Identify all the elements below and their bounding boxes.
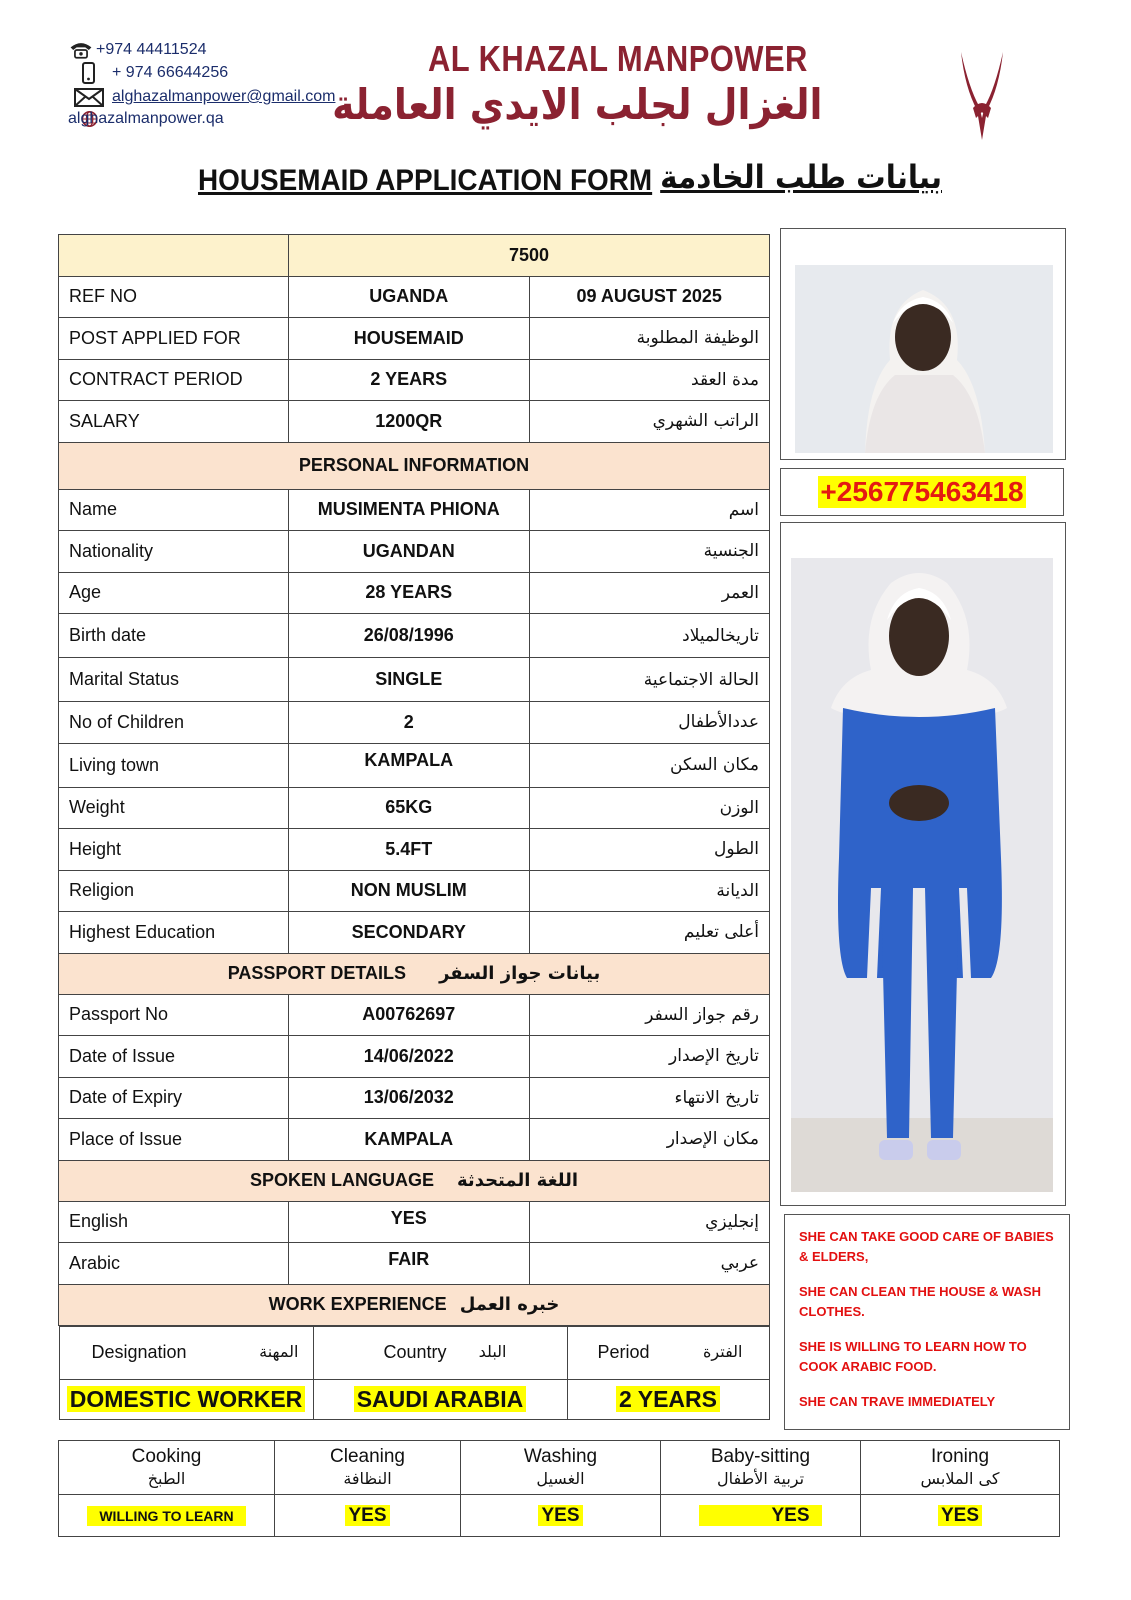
post-label-ar: الوظيفة المطلوبة: [529, 318, 770, 360]
contact-website[interactable]: [68, 110, 224, 128]
row-value: 26/08/1996: [289, 614, 530, 658]
personal-info-heading: PERSONAL INFORMATION: [59, 442, 770, 489]
post-label: POST APPLIED FOR: [59, 318, 289, 360]
skills-table: [58, 1440, 1060, 1537]
row-label-ar: مكان الإصدار: [529, 1119, 770, 1161]
email-link[interactable]: alghazalmanpower@gmail.com: [112, 88, 336, 105]
skill-header: [861, 1441, 1060, 1495]
blank-cell: [59, 235, 289, 277]
contact-phone-1: +974 44411524: [68, 39, 206, 61]
row-label-ar: مكان السكن: [529, 743, 770, 787]
designation-value-cell: [59, 1379, 313, 1419]
company-name-en: AL KHAZAL MANPOWER: [428, 38, 808, 79]
contract-label-ar: مدة العقد: [529, 359, 770, 401]
country-value-cell: [313, 1379, 567, 1419]
table-row: [59, 912, 770, 954]
table-row: [59, 318, 770, 360]
skill-value: YES: [345, 1505, 389, 1526]
row-value: SECONDARY: [289, 912, 530, 954]
note-item: SHE CAN TAKE GOOD CARE OF BABIES & ELDERS,: [799, 1229, 1054, 1264]
contact-number-box: [780, 468, 1064, 516]
row-label-ar: اسم: [529, 489, 770, 531]
row-label-ar: رقم جواز السفر: [529, 994, 770, 1036]
period-label-ar: الفترة: [703, 1342, 743, 1361]
row-label-ar: الطول: [529, 829, 770, 871]
row-label-ar: أعلى تعليم: [529, 912, 770, 954]
row-label-ar: العمر: [529, 572, 770, 614]
table-row: [59, 401, 770, 443]
row-value: FAIR: [289, 1243, 530, 1285]
application-table: [58, 234, 770, 1420]
row-label: Date of Expiry: [59, 1077, 289, 1119]
table-row: [59, 235, 770, 277]
ref-date: 09 AUGUST 2025: [529, 276, 770, 318]
skill-label: Cleaning: [330, 1445, 405, 1467]
skill-value-cell: [275, 1495, 461, 1537]
ref-value: UGANDA: [289, 276, 530, 318]
skill-label-ar: تربية الأطفال: [716, 1468, 805, 1488]
skill-label-ar: الغسيل: [536, 1468, 585, 1488]
skill-value: YES: [938, 1505, 982, 1526]
skill-value: WILLING TO LEARN: [87, 1506, 245, 1526]
table-row: [59, 572, 770, 614]
contract-label: CONTRACT PERIOD: [59, 359, 289, 401]
row-label: Arabic: [59, 1243, 289, 1285]
experience-heading: WORK EXPERIENCE: [268, 1294, 447, 1314]
language-heading-cell: [59, 1160, 770, 1201]
passport-heading-ar: بيانات جواز السفر: [439, 963, 601, 984]
table-row: [59, 1201, 770, 1243]
row-label: Name: [59, 489, 289, 531]
row-label: Religion: [59, 870, 289, 912]
skill-value-cell: [661, 1495, 861, 1537]
row-label: Marital Status: [59, 658, 289, 702]
skills-header-row: [59, 1441, 1060, 1495]
salary-value: 1200QR: [289, 401, 530, 443]
row-label-ar: الحالة الاجتماعية: [529, 658, 770, 702]
section-header: [59, 442, 770, 489]
contract-value: 2 YEARS: [289, 359, 530, 401]
skill-label: Ironing: [930, 1445, 990, 1467]
table-row: [59, 359, 770, 401]
period-value: 2 YEARS: [616, 1386, 720, 1412]
application-code: 7500: [289, 235, 770, 277]
row-label-ar: تاريخ الإصدار: [529, 1036, 770, 1078]
full-body-photo: [791, 558, 1053, 1192]
phone-icon: [68, 39, 94, 61]
row-value: 13/06/2032: [289, 1077, 530, 1119]
experience-header-row: [59, 1326, 769, 1379]
skill-value: YES: [538, 1505, 582, 1526]
row-value: UGANDAN: [289, 531, 530, 573]
experience-table: [59, 1326, 770, 1420]
country-label: Country: [383, 1342, 447, 1362]
portrait-photo-frame: [780, 228, 1066, 460]
row-label: Age: [59, 572, 289, 614]
skill-value: YES: [699, 1505, 821, 1526]
table-row: [59, 531, 770, 573]
row-value: 28 YEARS: [289, 572, 530, 614]
gazelle-horns-logo: [955, 48, 1009, 144]
skill-label-ar: الطبخ: [147, 1468, 186, 1488]
table-row: [59, 1077, 770, 1119]
row-label: Place of Issue: [59, 1119, 289, 1161]
row-value: A00762697: [289, 994, 530, 1036]
row-label: Weight: [59, 787, 289, 829]
salary-label-ar: الراتب الشهري: [529, 401, 770, 443]
designation-label: Designation: [91, 1342, 187, 1362]
skill-label: Cooking: [131, 1445, 202, 1467]
post-value: HOUSEMAID: [289, 318, 530, 360]
table-row: [59, 994, 770, 1036]
contact-email[interactable]: [74, 86, 335, 108]
row-label-ar: تاريخ الانتهاء: [529, 1077, 770, 1119]
row-label-ar: عربي: [529, 1243, 770, 1285]
mobile-icon: [74, 62, 104, 84]
row-value: SINGLE: [289, 658, 530, 702]
country-header: [313, 1326, 567, 1379]
table-row: [59, 702, 770, 744]
experience-value-row: [59, 1379, 769, 1419]
skill-label: Baby-sitting: [710, 1445, 811, 1467]
company-name-ar: الغزال لجلب الايدي العاملة: [332, 80, 823, 129]
form-title: HOUSEMAID APPLICATION FORM: [198, 164, 653, 197]
row-value: 2: [289, 702, 530, 744]
row-value: KAMPALA: [289, 743, 530, 787]
skill-header: [661, 1441, 861, 1495]
skill-label-ar: النظافة: [343, 1468, 392, 1488]
contact-phone-2: + 974 66644256: [74, 62, 228, 84]
row-label-ar: إنجليزي: [529, 1201, 770, 1243]
experience-heading-cell: [59, 1284, 770, 1325]
table-row: [59, 1119, 770, 1161]
row-label: Date of Issue: [59, 1036, 289, 1078]
row-label: Passport No: [59, 994, 289, 1036]
period-header: [567, 1326, 769, 1379]
row-label: English: [59, 1201, 289, 1243]
period-value-cell: [567, 1379, 769, 1419]
country-label-ar: البلد: [478, 1342, 507, 1361]
table-row: [59, 658, 770, 702]
row-value: KAMPALA: [289, 1119, 530, 1161]
row-value: 14/06/2022: [289, 1036, 530, 1078]
notes-box: [784, 1214, 1070, 1430]
skill-header: [275, 1441, 461, 1495]
salary-label: SALARY: [59, 401, 289, 443]
table-row: [59, 1036, 770, 1078]
language-heading: SPOKEN LANGUAGE: [249, 1170, 434, 1190]
passport-heading-cell: [59, 953, 770, 994]
row-label: Nationality: [59, 531, 289, 573]
table-row: [59, 614, 770, 658]
website-text[interactable]: alghazalmanpower.qa: [68, 110, 224, 127]
row-value: 65KG: [289, 787, 530, 829]
table-row: [59, 1243, 770, 1285]
skills-value-row: [59, 1495, 1060, 1537]
ref-label: REF NO: [59, 276, 289, 318]
row-label: Living town: [59, 743, 289, 787]
section-header: [59, 1284, 770, 1325]
table-row: [59, 787, 770, 829]
envelope-icon: [74, 86, 104, 108]
row-label-ar: تاريخالميلاد: [529, 614, 770, 658]
row-value: 5.4FT: [289, 829, 530, 871]
skill-header: [59, 1441, 275, 1495]
skill-label: Washing: [523, 1445, 598, 1467]
country-value: SAUDI ARABIA: [354, 1386, 527, 1412]
skill-value-cell: [461, 1495, 661, 1537]
experience-heading-ar: خبره العمل: [459, 1294, 560, 1315]
note-item: SHE IS WILLING TO LEARN HOW TO COOK ARABIC FOOD.: [799, 1339, 1027, 1374]
table-row: [59, 276, 770, 318]
table-row: [59, 829, 770, 871]
section-header: [59, 953, 770, 994]
row-label-ar: الجنسية: [529, 531, 770, 573]
contact-number: +256775463418: [820, 476, 1024, 507]
passport-heading: PASSPORT DETAILS: [227, 963, 407, 983]
designation-value: DOMESTIC WORKER: [67, 1386, 306, 1412]
row-label-ar: عددالأطفال: [529, 702, 770, 744]
table-row: [59, 870, 770, 912]
skill-value-cell: [861, 1495, 1060, 1537]
note-item: SHE CAN TRAVE IMMEDIATELY: [799, 1394, 996, 1409]
row-label: No of Children: [59, 702, 289, 744]
row-value: YES: [289, 1201, 530, 1243]
skill-header: [461, 1441, 661, 1495]
row-label: Birth date: [59, 614, 289, 658]
portrait-photo: [795, 265, 1053, 453]
table-row: [59, 743, 770, 787]
language-heading-ar: اللغة المتحدثة: [457, 1170, 579, 1191]
table-row: [59, 489, 770, 531]
row-label: Height: [59, 829, 289, 871]
experience-subtable-cell: [59, 1325, 770, 1420]
row-value: NON MUSLIM: [289, 870, 530, 912]
note-item: SHE CAN CLEAN THE HOUSE & WASH CLOTHES.: [799, 1284, 1041, 1319]
skill-value-cell: [59, 1495, 275, 1537]
row-value: MUSIMENTA PHIONA: [289, 489, 530, 531]
full-body-photo-frame: [780, 522, 1066, 1206]
designation-label-ar: المهنة: [259, 1342, 299, 1361]
section-header: [59, 1160, 770, 1201]
row-label-ar: الوزن: [529, 787, 770, 829]
skill-label-ar: کی الملابس: [920, 1468, 1000, 1488]
experience-subtable-row: [59, 1325, 770, 1420]
row-label-ar: الديانة: [529, 870, 770, 912]
form-title-ar: بيانات طلب الخادمة: [660, 158, 942, 196]
designation-header: [59, 1326, 313, 1379]
period-label: Period: [597, 1342, 650, 1362]
row-label: Highest Education: [59, 912, 289, 954]
